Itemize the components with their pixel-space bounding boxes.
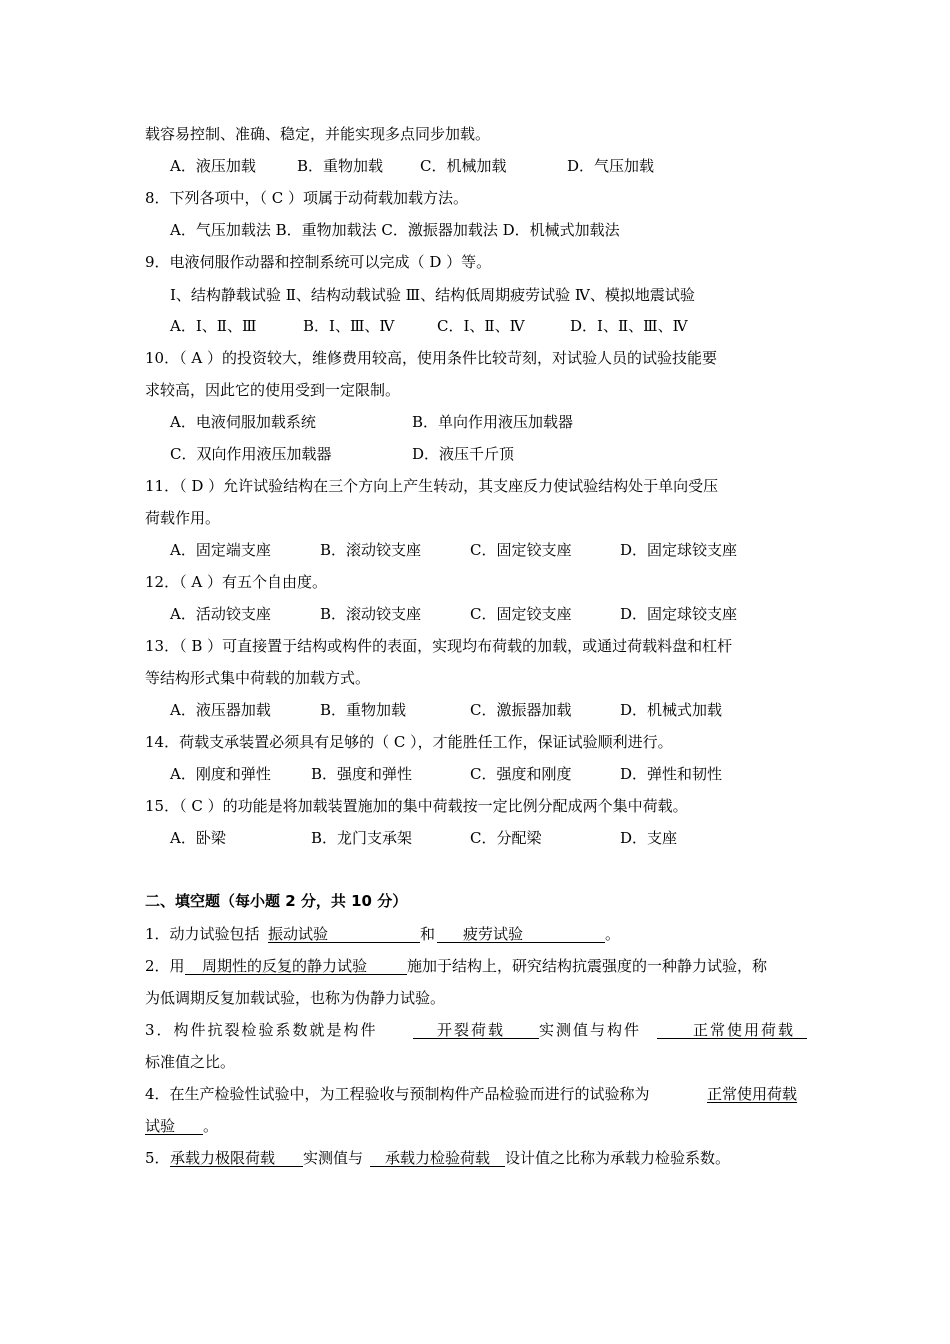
q8-options: A．气压加载法 B．重物加载法 C．激振器加载法 D．机械式加载法 xyxy=(170,221,620,239)
text: 实测值与构件 xyxy=(539,1021,642,1039)
option: C．固定铰支座 xyxy=(470,541,572,559)
option: B．Ⅰ、Ⅲ、Ⅳ xyxy=(303,317,395,335)
question-11: 11．（ D ）允许试验结构在三个方向上产生转动，其支座反力使试验结构处于单向受压 xyxy=(145,477,719,495)
text: 设计值之比称为承载力检验系数。 xyxy=(505,1149,731,1167)
option: C．强度和刚度 xyxy=(470,765,572,783)
fill-question-2-cont: 为低调期反复加载试验，也称为伪静力试验。 xyxy=(145,989,446,1007)
q11-options xyxy=(170,540,810,560)
q10-options-row1 xyxy=(170,412,810,432)
q13-options xyxy=(170,700,810,720)
answer-underline xyxy=(413,1038,539,1039)
answer: 开裂荷载 xyxy=(437,1021,506,1039)
option: A．液压器加载 xyxy=(170,701,271,719)
question-12: 12．（ A ）有五个自由度。 xyxy=(145,573,327,591)
text: 和 xyxy=(420,925,436,943)
option: A．液压加载 xyxy=(170,157,256,175)
text: 实测值与 xyxy=(303,1149,364,1167)
option: D．Ⅰ、Ⅱ、Ⅲ、Ⅳ xyxy=(570,317,688,335)
fill-question-3-cont: 标准值之比。 xyxy=(145,1053,236,1071)
option: C．固定铰支座 xyxy=(470,605,572,623)
option: A．电液伺服加载系统 xyxy=(170,413,316,431)
option: C．分配梁 xyxy=(470,829,542,847)
question-10-cont: 求较高，因此它的使用受到一定限制。 xyxy=(145,381,401,399)
option: B．重物加载 xyxy=(320,701,407,719)
question-13-cont: 等结构形式集中荷载的加载方式。 xyxy=(145,669,371,687)
text: 施加于结构上，研究结构抗震强度的一种静力试验，称 xyxy=(407,957,768,975)
answer: 正常使用荷载 xyxy=(693,1021,796,1039)
option: D．弹性和韧性 xyxy=(620,765,723,783)
answer: 正常使用荷载 xyxy=(707,1085,798,1103)
answer: 承载力极限荷载 xyxy=(170,1149,276,1167)
text: 1．动力试验包括 xyxy=(145,925,260,943)
fill-question-4 xyxy=(145,1084,810,1104)
option: B．滚动铰支座 xyxy=(320,605,422,623)
answer: 承载力检验荷载 xyxy=(385,1149,491,1167)
answer-underline xyxy=(657,1038,807,1039)
text: 3．构件抗裂检验系数就是构件 xyxy=(145,1021,378,1039)
option: D．机械式加载 xyxy=(620,701,723,719)
question-13: 13．（ B ）可直接置于结构或构件的表面，实现均布荷载的加载，或通过荷载料盘和杠杆 xyxy=(145,637,733,655)
option: D．液压千斤顶 xyxy=(412,445,515,463)
answer-underline xyxy=(170,1166,303,1167)
question-14: 14．荷载支承装置必须具有足够的（ C ），才能胜任工作，保证试验顺利进行。 xyxy=(145,733,673,751)
option: C．机械加载 xyxy=(420,157,507,175)
option: A．刚度和弹性 xyxy=(170,765,271,783)
option: B．单向作用液压加载器 xyxy=(412,413,574,431)
section-heading: 二、填空题（每小题 2 分，共 10 分） xyxy=(145,892,408,910)
text: 。 xyxy=(203,1117,219,1135)
answer: 振动试验 xyxy=(268,925,329,943)
question-10: 10．（ A ）的投资较大，维修费用较高，使用条件比较苛刻，对试验人员的试验技能要 xyxy=(145,349,717,367)
option: C．双向作用液压加载器 xyxy=(170,445,332,463)
option: D．支座 xyxy=(620,829,678,847)
question-11-cont: 荷载作用。 xyxy=(145,509,221,527)
option: A．Ⅰ、Ⅱ、Ⅲ xyxy=(170,317,257,335)
answer: 疲劳试验 xyxy=(463,925,524,943)
answer-underline xyxy=(145,1134,203,1135)
option: A．固定端支座 xyxy=(170,541,271,559)
option: B．龙门支承架 xyxy=(311,829,413,847)
option: D．固定球铰支座 xyxy=(620,605,738,623)
option: D．气压加载 xyxy=(567,157,655,175)
fill-question-5 xyxy=(145,1148,810,1168)
option: B．强度和弹性 xyxy=(311,765,413,783)
q7-continuation: 载容易控制、准确、稳定，并能实现多点同步加载。 xyxy=(145,125,491,143)
question-15: 15．（ C ）的功能是将加载装置施加的集中荷载按一定比例分配成两个集中荷载。 xyxy=(145,797,688,815)
fill-question-1 xyxy=(145,924,805,944)
option: B．重物加载 xyxy=(297,157,384,175)
question-8: 8．下列各项中，（ C ）项属于动荷载加载方法。 xyxy=(145,189,469,207)
fill-question-3 xyxy=(145,1020,810,1040)
question-9: 9．电液伺服作动器和控制系统可以完成（ D ）等。 xyxy=(145,253,492,271)
answer: 试验 xyxy=(145,1117,176,1135)
text: 5． xyxy=(145,1149,170,1167)
option: A．活动铰支座 xyxy=(170,605,271,623)
fill-question-2 xyxy=(145,956,805,976)
option: D．固定球铰支座 xyxy=(620,541,738,559)
answer: 周期性的反复的静力试验 xyxy=(202,957,368,975)
option: A．卧梁 xyxy=(170,829,226,847)
text: 。 xyxy=(605,925,621,943)
option: C．激振器加载 xyxy=(470,701,572,719)
q9-items: Ⅰ、结构静载试验 Ⅱ、结构动载试验 Ⅲ、结构低周期疲劳试验 Ⅳ、模拟地震试验 xyxy=(170,286,695,304)
q14-options xyxy=(170,764,810,784)
answer-underline xyxy=(268,942,420,943)
option: B．滚动铰支座 xyxy=(320,541,422,559)
answer-underline xyxy=(370,1166,505,1167)
q12-options xyxy=(170,604,810,624)
q10-options-row2 xyxy=(170,444,810,464)
answer-underline xyxy=(437,942,605,943)
q15-options xyxy=(170,828,810,848)
fill-question-4-cont xyxy=(145,1116,445,1136)
option: C．Ⅰ、Ⅱ、Ⅳ xyxy=(437,317,525,335)
q7-options xyxy=(170,156,810,176)
text: 2．用 xyxy=(145,957,185,975)
q9-options xyxy=(170,316,810,336)
text: 4．在生产检验性试验中，为工程验收与预制构件产品检验而进行的试验称为 xyxy=(145,1085,650,1103)
answer-underline xyxy=(185,974,407,975)
